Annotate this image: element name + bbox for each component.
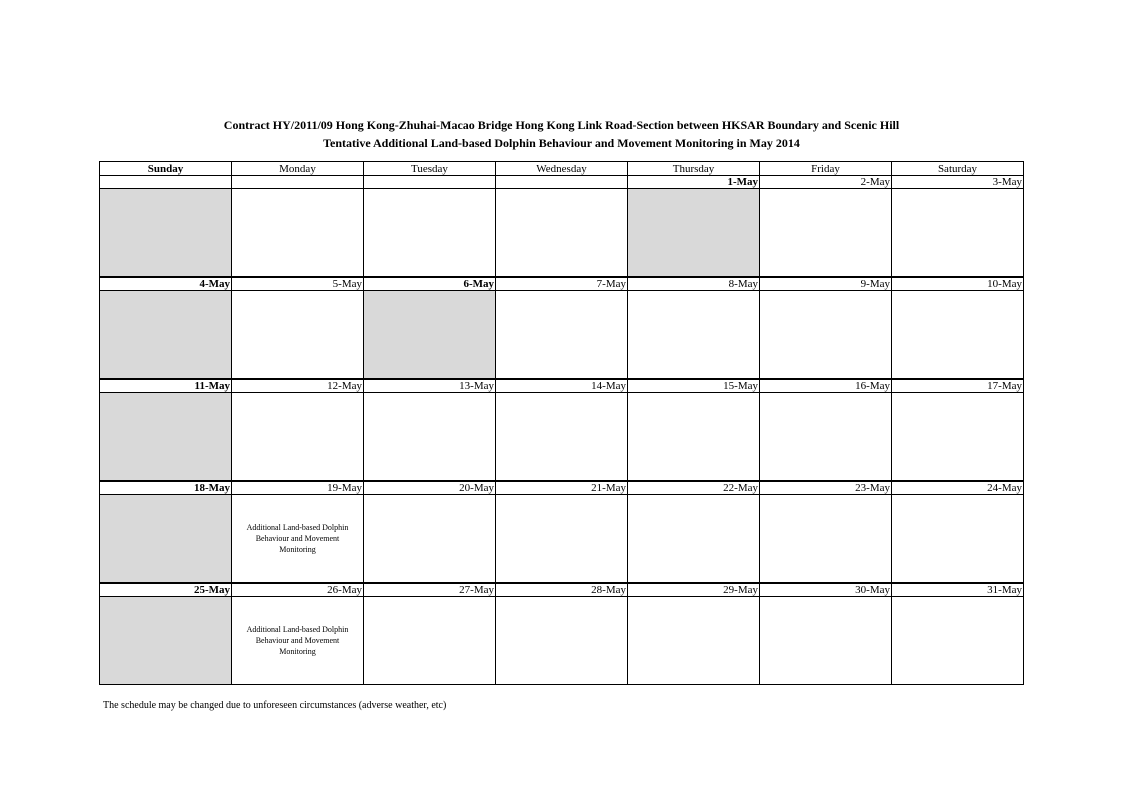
day-cell — [628, 189, 760, 278]
day-date-label: 4-May — [100, 277, 232, 291]
day-cell — [760, 291, 892, 380]
day-cell — [232, 291, 364, 380]
day-cell — [628, 393, 760, 482]
day-cell — [364, 597, 496, 685]
day-cell — [496, 495, 628, 584]
weekday-header-thursday: Thursday — [628, 162, 760, 176]
day-cell — [100, 393, 232, 482]
week-date-row — [100, 583, 1024, 597]
weekday-header-friday: Friday — [760, 162, 892, 176]
day-date-label: 31-May — [892, 583, 1024, 597]
day-date-label — [232, 176, 364, 189]
schedule-footnote: The schedule may be changed due to unforeseen circumstances (adverse weather, etc) — [103, 700, 447, 711]
day-cell — [760, 189, 892, 278]
day-cell — [892, 291, 1024, 380]
day-date-label: 11-May — [100, 379, 232, 393]
weekday-header-monday: Monday — [232, 162, 364, 176]
day-date-label: 6-May — [364, 277, 496, 291]
day-cell — [496, 597, 628, 685]
day-cell — [100, 189, 232, 278]
day-date-label: 3-May — [892, 176, 1024, 189]
day-date-label — [100, 176, 232, 189]
day-date-label — [496, 176, 628, 189]
day-date-label: 27-May — [364, 583, 496, 597]
day-date-label: 2-May — [760, 176, 892, 189]
monitoring-event: Additional Land-based Dolphin Behaviour and Movement Monitoring — [246, 625, 349, 656]
week-body-row — [100, 393, 1024, 482]
day-date-label: 26-May — [232, 583, 364, 597]
day-date-label: 22-May — [628, 481, 760, 495]
week-body-row — [100, 189, 1024, 278]
day-date-label: 28-May — [496, 583, 628, 597]
day-date-label: 7-May — [496, 277, 628, 291]
day-cell — [760, 393, 892, 482]
day-date-label: 8-May — [628, 277, 760, 291]
day-cell — [892, 393, 1024, 482]
calendar-body — [100, 176, 1024, 685]
day-cell — [628, 597, 760, 685]
day-date-label: 20-May — [364, 481, 496, 495]
day-date-label: 24-May — [892, 481, 1024, 495]
day-cell — [232, 597, 364, 685]
week-body-row — [100, 597, 1024, 685]
day-date-label: 18-May — [100, 481, 232, 495]
weekday-header-row — [100, 162, 1024, 176]
week-date-row — [100, 379, 1024, 393]
day-cell — [364, 291, 496, 380]
day-cell — [496, 291, 628, 380]
week-date-row — [100, 277, 1024, 291]
day-cell — [232, 495, 364, 584]
day-cell — [760, 597, 892, 685]
day-cell — [892, 495, 1024, 584]
day-date-label: 12-May — [232, 379, 364, 393]
day-cell — [496, 393, 628, 482]
day-cell — [100, 597, 232, 685]
day-date-label: 13-May — [364, 379, 496, 393]
day-cell — [496, 189, 628, 278]
weekday-header-wednesday: Wednesday — [496, 162, 628, 176]
day-cell — [232, 189, 364, 278]
day-cell — [364, 495, 496, 584]
day-date-label: 10-May — [892, 277, 1024, 291]
day-date-label: 15-May — [628, 379, 760, 393]
day-cell — [100, 291, 232, 380]
day-date-label — [364, 176, 496, 189]
day-cell — [892, 597, 1024, 685]
weekday-header-tuesday: Tuesday — [364, 162, 496, 176]
day-date-label: 21-May — [496, 481, 628, 495]
weekday-header-sunday: Sunday — [100, 162, 232, 176]
calendar-table — [99, 161, 1024, 685]
day-date-label: 5-May — [232, 277, 364, 291]
week-date-row — [100, 481, 1024, 495]
day-cell — [760, 495, 892, 584]
day-date-label: 29-May — [628, 583, 760, 597]
day-cell — [364, 189, 496, 278]
day-date-label: 17-May — [892, 379, 1024, 393]
week-date-row — [100, 176, 1024, 189]
day-date-label: 30-May — [760, 583, 892, 597]
day-cell — [100, 495, 232, 584]
document-title: Contract HY/2011/09 Hong Kong-Zhuhai-Macao Bridge Hong Kong Link Road-Section between HKSAR Boundary and Scenic Hill — [223, 118, 900, 132]
day-date-label: 14-May — [496, 379, 628, 393]
day-date-label: 1-May — [628, 176, 760, 189]
day-cell — [892, 189, 1024, 278]
day-cell — [628, 291, 760, 380]
day-cell — [364, 393, 496, 482]
weekday-header-saturday: Saturday — [892, 162, 1024, 176]
day-date-label: 25-May — [100, 583, 232, 597]
monitoring-event: Additional Land-based Dolphin Behaviour and Movement Monitoring — [246, 523, 349, 554]
day-date-label: 16-May — [760, 379, 892, 393]
document-subtitle: Tentative Additional Land-based Dolphin Behaviour and Movement Monitoring in May 2014 — [323, 136, 800, 150]
day-cell — [628, 495, 760, 584]
day-date-label: 19-May — [232, 481, 364, 495]
week-body-row — [100, 495, 1024, 584]
day-date-label: 23-May — [760, 481, 892, 495]
day-date-label: 9-May — [760, 277, 892, 291]
week-body-row — [100, 291, 1024, 380]
day-cell — [232, 393, 364, 482]
